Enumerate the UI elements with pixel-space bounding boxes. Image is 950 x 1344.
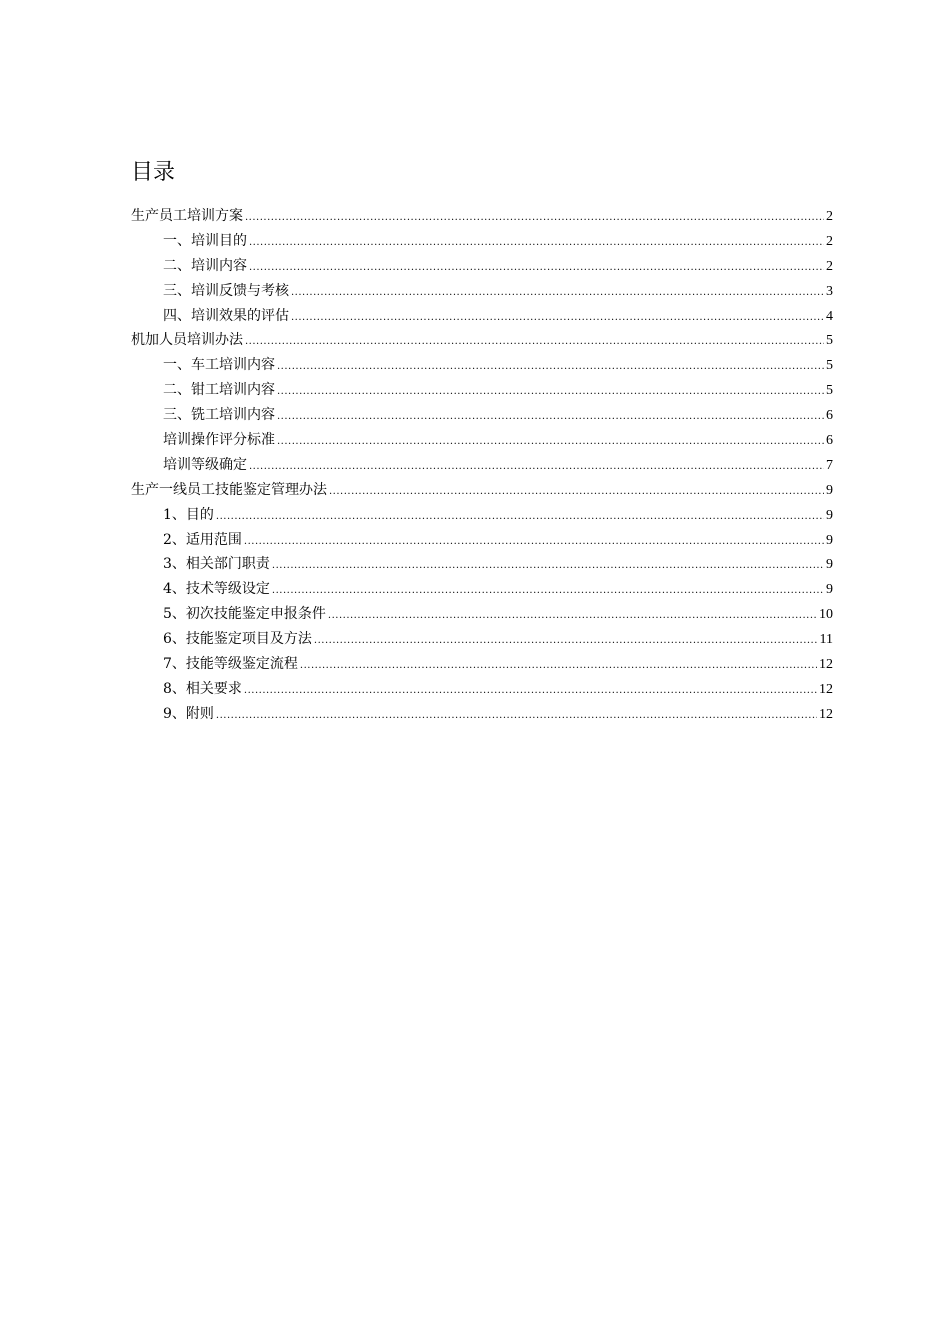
toc-entry-label: 一、车工培训内容 — [163, 357, 275, 374]
toc-entry-page-number: 12 — [819, 706, 833, 722]
toc-dot-leader — [249, 455, 824, 480]
toc-entry[interactable] — [131, 229, 833, 254]
toc-dot-leader — [314, 629, 818, 654]
toc-entry[interactable] — [131, 552, 833, 577]
toc-entry-label: 8、相关要求 — [163, 680, 242, 697]
toc-entry[interactable] — [131, 478, 833, 503]
table-of-contents — [131, 204, 833, 727]
toc-entry[interactable] — [131, 528, 833, 553]
toc-dot-leader — [277, 430, 824, 455]
toc-entry-label: 7、技能等级鉴定流程 — [163, 656, 298, 673]
toc-entry-label: 培训操作评分标准 — [163, 432, 275, 449]
toc-entry[interactable] — [131, 279, 833, 304]
toc-entry-label: 三、铣工培训内容 — [163, 407, 275, 424]
toc-entry[interactable] — [131, 677, 833, 702]
toc-entry-page-number: 4 — [826, 308, 833, 324]
toc-dot-leader — [272, 554, 824, 579]
toc-dot-leader — [272, 579, 824, 604]
toc-dot-leader — [328, 604, 817, 629]
toc-dot-leader — [245, 330, 824, 355]
toc-entry-label: 3、相关部门职责 — [163, 556, 270, 573]
toc-dot-leader — [244, 679, 817, 704]
toc-dot-leader — [244, 530, 824, 555]
toc-entry-label: 4、技术等级设定 — [163, 581, 270, 598]
toc-entry-label: 三、培训反馈与考核 — [163, 282, 289, 299]
toc-title: 目录 — [131, 160, 176, 185]
toc-entry-page-number: 7 — [826, 457, 833, 473]
toc-entry[interactable] — [131, 503, 833, 528]
toc-entry-page-number: 5 — [826, 358, 833, 374]
toc-dot-leader — [277, 405, 824, 430]
toc-entry-page-number: 2 — [826, 209, 833, 224]
toc-entry[interactable] — [131, 627, 833, 652]
toc-entry-page-number: 9 — [826, 482, 833, 498]
toc-entry-label: 2、适用范围 — [163, 531, 242, 548]
toc-entry-page-number: 5 — [826, 383, 833, 399]
toc-entry-label: 二、培训内容 — [163, 257, 247, 274]
toc-entry[interactable] — [131, 204, 833, 229]
toc-entry-label: 生产一线员工技能鉴定管理办法 — [131, 481, 327, 498]
toc-entry-page-number: 2 — [826, 258, 833, 274]
toc-entry[interactable] — [131, 652, 833, 677]
toc-entry-page-number: 9 — [826, 582, 833, 598]
toc-entry-page-number: 12 — [819, 681, 833, 697]
toc-entry-page-number: 5 — [826, 333, 833, 349]
toc-entry[interactable] — [131, 254, 833, 279]
toc-entry[interactable] — [131, 328, 833, 353]
toc-entry-page-number: 12 — [819, 657, 833, 673]
toc-dot-leader — [216, 505, 824, 530]
toc-entry[interactable] — [131, 602, 833, 627]
toc-entry-page-number: 2 — [826, 233, 833, 249]
toc-entry[interactable] — [131, 577, 833, 602]
toc-entry-label: 生产员工培训方案 — [131, 208, 243, 224]
toc-entry[interactable] — [131, 428, 833, 453]
toc-entry-label: 6、技能鉴定项目及方法 — [163, 631, 312, 648]
toc-entry-page-number: 9 — [826, 507, 833, 523]
toc-entry[interactable] — [131, 378, 833, 403]
toc-entry[interactable] — [131, 353, 833, 378]
toc-dot-leader — [245, 206, 824, 231]
toc-dot-leader — [249, 256, 824, 281]
toc-entry[interactable] — [131, 453, 833, 478]
toc-dot-leader — [277, 380, 824, 405]
toc-dot-leader — [300, 654, 817, 679]
toc-entry-label: 二、钳工培训内容 — [163, 382, 275, 399]
toc-dot-leader — [291, 281, 824, 306]
toc-entry-label: 一、培训目的 — [163, 232, 247, 249]
toc-entry-page-number: 11 — [819, 632, 833, 648]
toc-entry-label: 5、初次技能鉴定申报条件 — [163, 606, 326, 623]
toc-entry-label: 机加人员培训办法 — [131, 332, 243, 349]
toc-dot-leader — [291, 306, 824, 331]
toc-entry-page-number: 6 — [826, 433, 833, 449]
toc-entry-label: 9、附则 — [163, 705, 214, 722]
toc-dot-leader — [249, 231, 824, 256]
toc-entry-label: 培训等级确定 — [163, 456, 247, 473]
toc-entry-label: 四、培训效果的评估 — [163, 307, 289, 324]
toc-entry-page-number: 6 — [826, 408, 833, 424]
toc-entry-page-number: 9 — [826, 532, 833, 548]
toc-entry[interactable] — [131, 304, 833, 329]
toc-dot-leader — [277, 355, 824, 380]
toc-dot-leader — [216, 704, 817, 729]
toc-entry-page-number: 9 — [826, 557, 833, 573]
toc-dot-leader — [329, 480, 824, 505]
toc-entry[interactable] — [131, 403, 833, 428]
toc-entry-page-number: 3 — [826, 283, 833, 299]
toc-entry[interactable] — [131, 702, 833, 727]
toc-entry-label: 1、目的 — [163, 506, 214, 523]
toc-entry-page-number: 10 — [819, 607, 833, 623]
